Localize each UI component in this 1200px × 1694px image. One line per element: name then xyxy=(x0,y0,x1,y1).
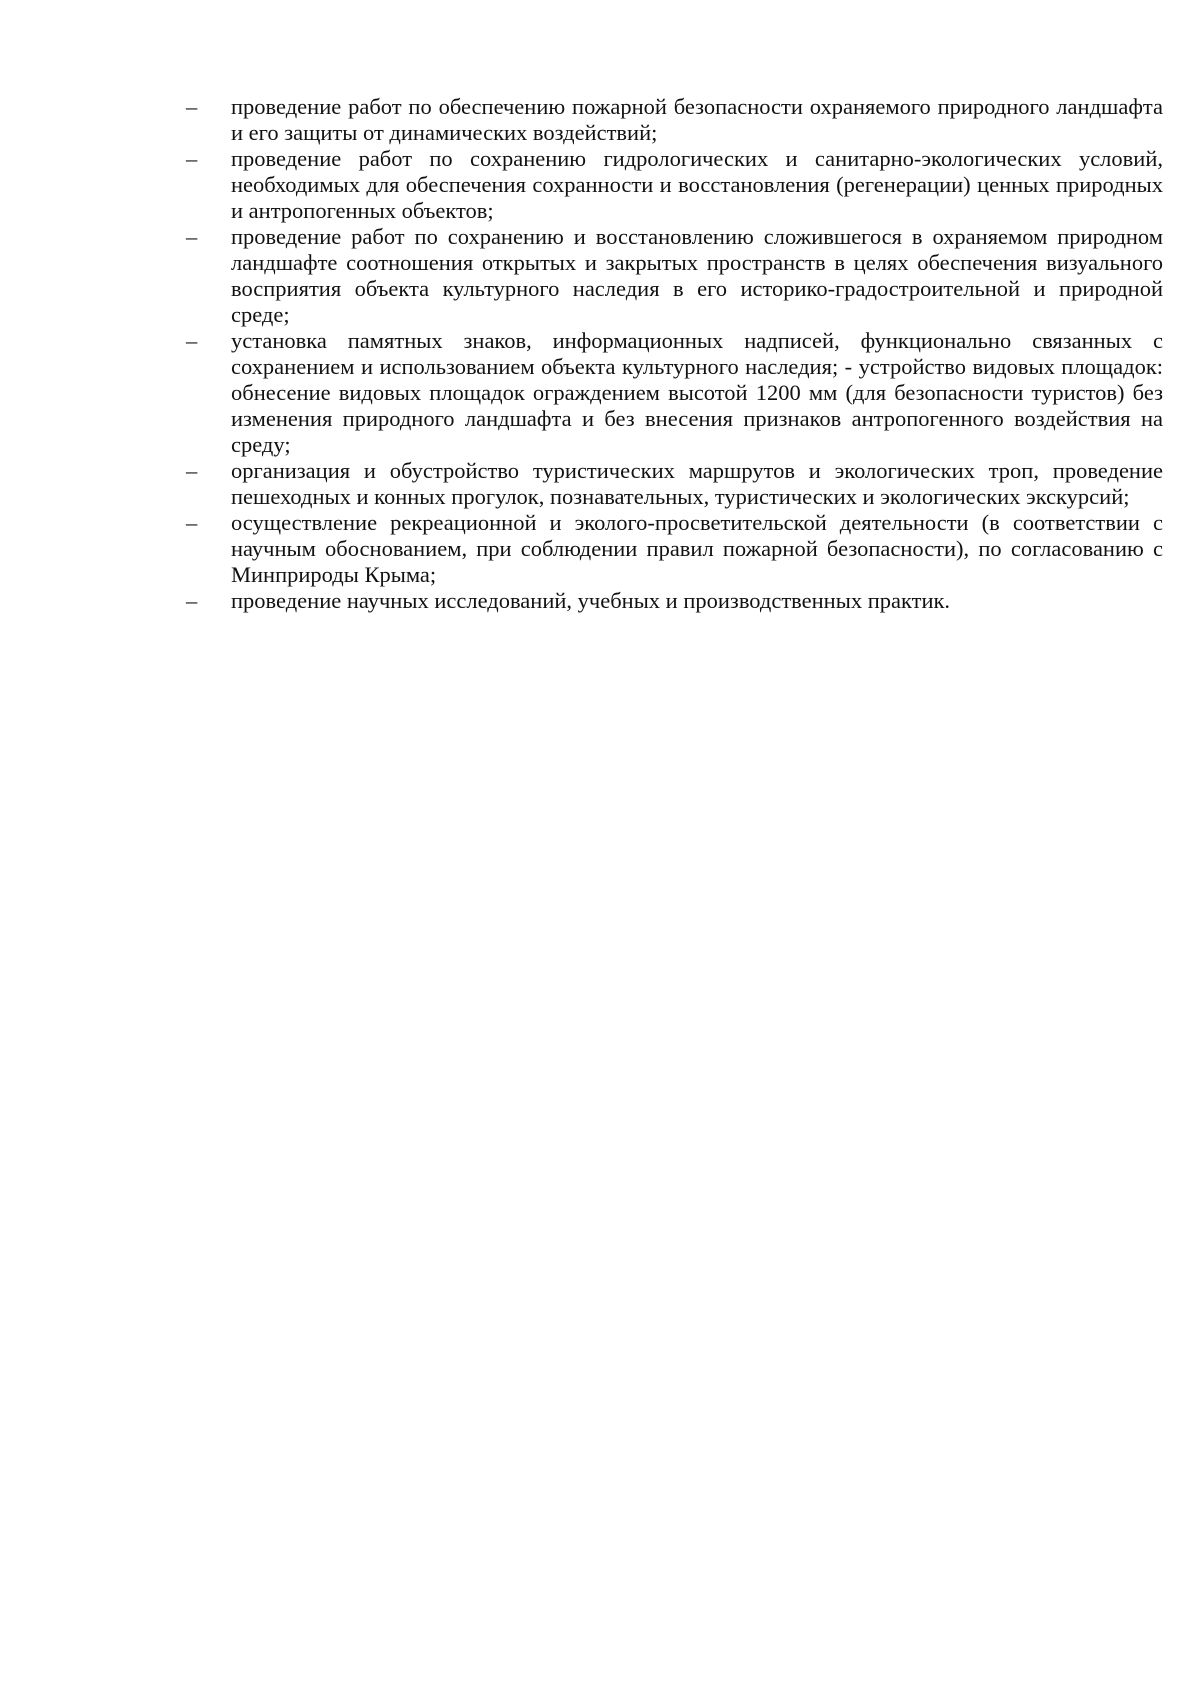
list-item-text: проведение работ по сохранению и восстановлению сложившегося в охраняемом природном ландшафте соотношения открытых и закрытых пространств в целях обеспечения визуального восприятия объекта культурного наследия в его историко-градостроительной и природной среде; xyxy=(231,224,1163,327)
list-item xyxy=(186,146,1163,224)
list-item xyxy=(186,588,1163,614)
bullet-dash: – xyxy=(186,224,198,249)
list-item xyxy=(186,328,1163,458)
list-item xyxy=(186,510,1163,588)
list-item xyxy=(186,458,1163,510)
bullet-dash: – xyxy=(186,458,198,483)
list-item xyxy=(186,224,1163,328)
permitted-activities-list xyxy=(186,94,1163,614)
list-item-text: проведение работ по обеспечению пожарной безопасности охраняемого природного ландшафта и его защиты от динамических воздействий; xyxy=(231,94,1163,145)
bullet-dash: – xyxy=(186,94,198,119)
list-item-text: осуществление рекреационной и эколого-просветительской деятельности (в соответствии с научным обоснованием, при соблюдении правил пожарной безопасности), по согласованию с Минприроды Крыма; xyxy=(231,510,1163,587)
bullet-dash: – xyxy=(186,588,198,613)
bullet-dash: – xyxy=(186,510,198,535)
list-item-text: проведение научных исследований, учебных и производственных практик. xyxy=(231,588,951,613)
list-item-text: проведение работ по сохранению гидрологических и санитарно-экологических условий, необходимых для обеспечения сохранности и восстановления (регенерации) ценных природных и антропогенных объектов; xyxy=(231,146,1163,223)
bullet-dash: – xyxy=(186,146,198,171)
list-item-text: установка памятных знаков, информационных надписей, функционально связанных с сохранением и использованием объекта культурного наследия; - устройство видовых площадок: обнесение видовых площадок ограждением высотой 1200 мм (для безопасности туристов) без изменения природного ландшафта и без внесения признаков антропогенного воздействия на среду; xyxy=(231,328,1163,457)
list-item xyxy=(186,94,1163,146)
bullet-dash: – xyxy=(186,328,198,353)
list-item-text: организация и обустройство туристических маршрутов и экологических троп, проведение пешеходных и конных прогулок, познавательных, туристических и экологических экскурсий; xyxy=(231,458,1163,509)
